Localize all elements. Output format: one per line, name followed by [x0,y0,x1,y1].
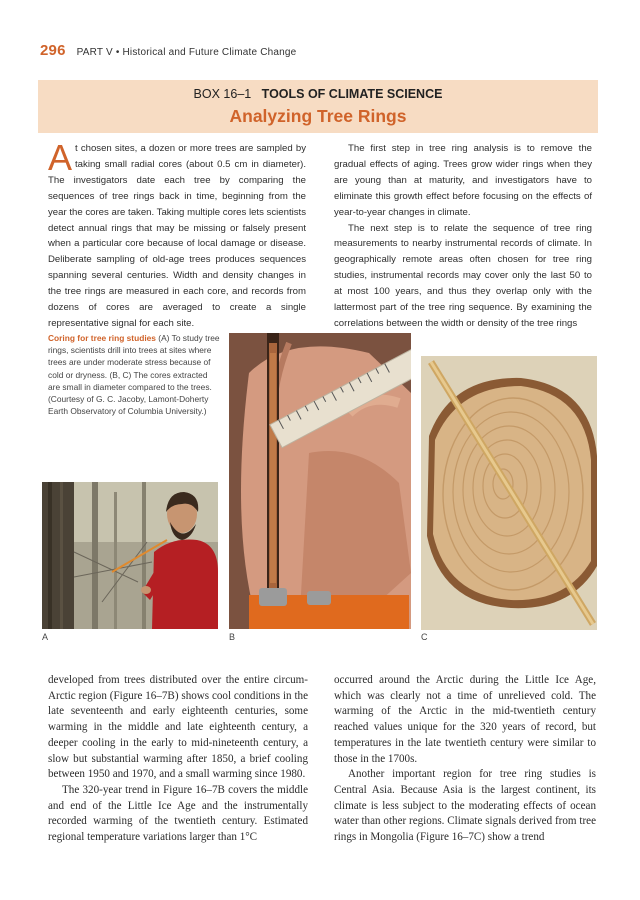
box-paragraph: The next step is to relate the sequence of tree ring measurements to nearby instrumental records of climate. In geographically remote areas often chosen for tree ring studies, instrumental records may cover only the last 50 to at most 100 years, and thus they overlap only with the lattermost part of the tree ring sequence. By examining the correlations between the width or density of the tree rings [334,222,592,329]
box-series-title: TOOLS OF CLIMATE SCIENCE [261,87,443,101]
box-title [38,87,598,101]
box-label: BOX 16–1 [193,87,252,101]
box-column-right [334,141,592,332]
photo-scientist-coring-tree [42,482,218,629]
body-paragraph: Another important region for tree ring studies is Central Asia. Because Asia is the largest continent, its climate is less subject to the moderating effects of ocean water than other regions. Climate signals derived from tree rings in Mongolia (Figure 16–7C) show a trend [334,768,596,844]
figure-caption [48,332,220,417]
drop-cap: A [48,137,73,178]
body-paragraph: developed from trees distributed over the entire circum-Arctic region (Figure 16–7B) shows cool conditions in the late seventeenth and early eighteenth centuries, some warming in the middle and late eighteenth century, a deeper cooling in the early to mid-nineteenth century, a slow but substantial warming after 1850, a brief cooling between 1950 and 1970, and a small warming since 1980. [48,674,308,781]
body-paragraph: occurred around the Arctic during the Little Ice Age, which was clearly not a time of unrelieved cold. The warming of the Arctic in the mid-twentieth century reached values unique for the 320 years of record, but temperatures in the late twentieth century were similar to those in the 1700s. [334,674,596,765]
body-column-right [334,673,596,846]
box-column-left [48,137,306,332]
running-header [40,42,296,59]
page-number: 296 [40,42,66,59]
caption-title: Coring for tree ring studies [48,333,156,343]
photo-label-a: A [42,632,49,642]
body-column-left [48,673,308,846]
scientist-coring-illustration [42,482,218,629]
photo-core-with-ruler [229,333,411,629]
photo-tree-cross-section [421,356,597,630]
box-subtitle: Analyzing Tree Rings [229,106,407,126]
core-ruler-illustration [229,333,411,629]
box-paragraph [48,137,306,332]
box-paragraph-text: t chosen sites, a dozen or more trees are sampled by taking small radial cores (about 0.5 cm in diameter). The investigators date each tree by comparing the sequences of tree rings back in time, beginning from the year the cores are taken. Taking multiple cores lets scientists detect annual rings that may be missing or falsely present when a particular core because of local damage or disease. Deliberate sampling of old-age trees produces sequences spanning several centuries. Width and density changes in the tree rings are measured in each core, and records from dozens of cores are averaged to create a single representative signal for each site. [48,143,306,329]
caption-body: (A) To study tree rings, scientists drill into trees at sites where trees are under moderate stress because of cold or dryness. (B, C) The cores extracted are small in diameter compared to the trees. (Courtesy of G. C. Jacoby, Lamont-Doherty Earth Observatory of Columbia University.) [48,333,220,417]
tree-section-illustration [421,356,597,630]
photo-label-b: B [229,632,236,642]
box-paragraph: The first step in tree ring analysis is to remove the gradual effects of aging. Trees grow wider rings when they are young than at maturity, and investigators have to eliminate this growth effect before focusing on the effects of year-to-year changes in climate. [334,143,592,218]
photo-label-c: C [421,632,428,642]
running-head-text: PART V • Historical and Future Climate Change [76,47,297,58]
body-paragraph: The 320-year trend in Figure 16–7B covers the middle and end of the Little Ice Age and the instrumentally recorded warming of the twentieth century. Estimated regional temperature variations larger than 1°C [48,783,308,844]
